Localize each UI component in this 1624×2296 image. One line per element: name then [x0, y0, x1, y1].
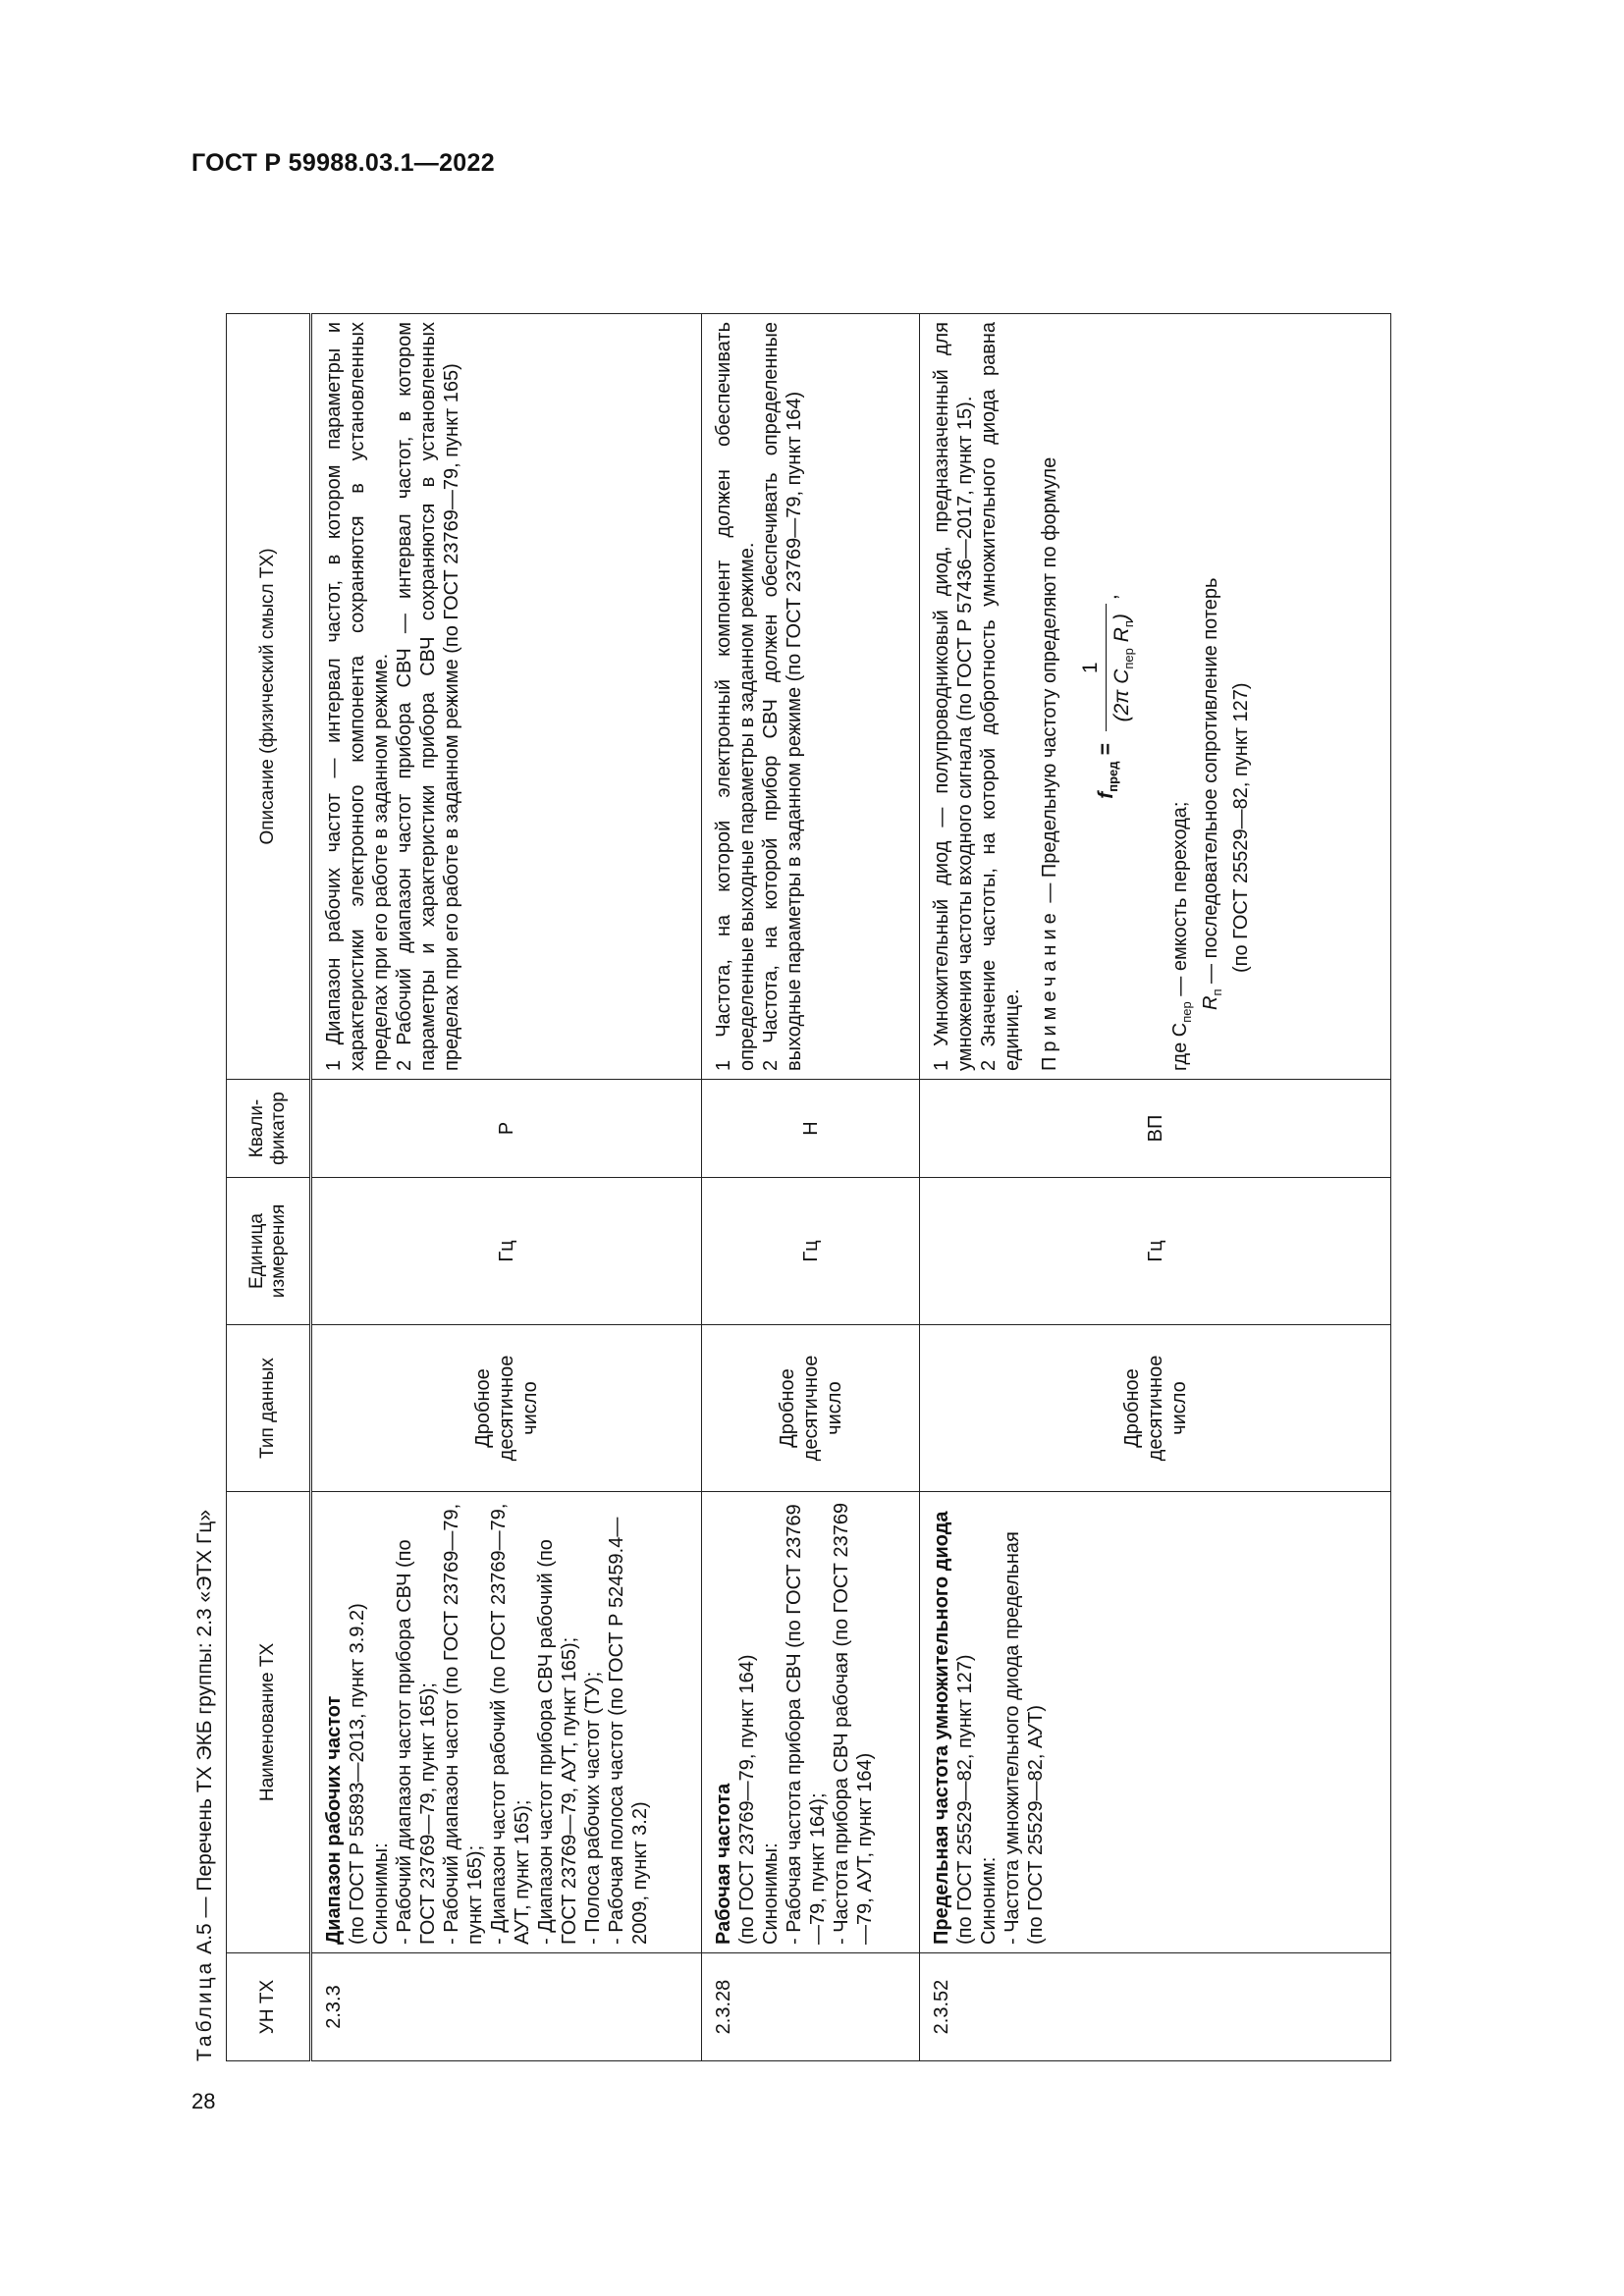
formula-lhs-sub: пред [1106, 761, 1121, 792]
cell-description [920, 314, 1391, 1080]
cell-unit: Гц [920, 1178, 1391, 1325]
cell-code: 2.3.28 [702, 1953, 920, 2061]
cell-name [311, 1492, 702, 1953]
formula-denominator [1106, 604, 1141, 731]
rotated-table-area [185, 294, 1422, 2120]
formula-numerator: 1 [1079, 662, 1102, 674]
name-title-line [930, 1500, 977, 1945]
header-code: УН ТХ [227, 1953, 311, 2061]
page-number: 28 [191, 2089, 216, 2113]
name-title: Рабочая частота [713, 1783, 734, 1945]
legend-line: (по ГОСТ 25529—82, пункт 127) [1230, 682, 1253, 973]
name-line: (по ГОСТ Р 55893—2013, пункт 3.9.2) [347, 1603, 368, 1945]
den-sub: пер [1121, 648, 1137, 669]
legend-sub: п [1210, 988, 1225, 996]
cell-description [311, 314, 702, 1080]
cell-unit: Гц [702, 1178, 920, 1325]
legend-symbol: где C [1169, 1022, 1192, 1071]
header-type: Тип данных [227, 1325, 311, 1492]
name-line: Синоним: [978, 1856, 1000, 1945]
header-name: Наименование ТХ [227, 1492, 311, 1953]
desc-line: 2 Значение частоты, на которой добротность умножительного диода равна единице. [978, 322, 1023, 1071]
legend-sub: пер [1179, 1001, 1195, 1023]
cell-type: Дробное десятичное число [702, 1325, 920, 1492]
name-line: - Рабочая полоса частот (по ГОСТ Р 52459.4—2009, пункт 3.2) [606, 1517, 651, 1945]
name-title-tail: (по ГОСТ 25529—82, пункт 127) [954, 1654, 976, 1945]
legend-symbol: R [1200, 995, 1222, 1010]
cell-name [702, 1492, 920, 1953]
formula-fraction [1079, 604, 1141, 731]
name-title: Предельная частота умножительного диода [931, 1511, 952, 1945]
legend-line [1199, 322, 1229, 1071]
table-wrapper [226, 314, 1391, 2061]
name-line: - Диапазон частот прибора СВЧ рабочий (по ГОСТ 23769—79, АУТ, пункт 165); [535, 1539, 580, 1945]
name-line: - Диапазон частот рабочий (по ГОСТ 23769—79, АУТ, пункт 165); [488, 1503, 533, 1945]
desc-line: 1 Умножительный диод — полупроводниковый диод, предназначенный для умножения частоты входного сигнала (по ГОСТ Р 57436—2017, пункт 15). [931, 322, 976, 1071]
name-line: (по ГОСТ 23769—79, пункт 164) [736, 1654, 758, 1945]
table-row [920, 314, 1391, 2061]
legend-text: — емкость перехода; [1169, 801, 1192, 1002]
name-line: Синонимы: [370, 1842, 392, 1945]
cell-qualifier: ВП [920, 1080, 1391, 1178]
name-line: - Полоса рабочих частот (ТУ); [582, 1671, 604, 1945]
name-line: - Рабочий диапазон частот прибора СВЧ (по ГОСТ 23769—79, пункт 165); [394, 1539, 439, 1945]
name-line: - Частота умножительного диода предельная (по ГОСТ 25529—82, АУТ) [1001, 1531, 1047, 1945]
cell-code: 2.3.52 [920, 1953, 1391, 2061]
caption-text: А.5 — Перечень ТХ ЭКБ группы: 2.3 «ЭТХ Гц» [193, 1509, 216, 1954]
header-description: Описание (физический смысл ТХ) [227, 314, 311, 1080]
formula-tail: , [1098, 594, 1121, 601]
desc-line: 2 Рабочий диапазон частот прибора СВЧ — интервал частот, в котором параметры и характеристики прибора СВЧ сохраняются в установленных пределах при его работе в заданном режиме (по ГОСТ 23769—79, пункт 165) [394, 322, 462, 1071]
desc-line: 2 Частота, на которой прибор СВЧ должен обеспечивать определенные выходные параметры в заданном режиме (по ГОСТ 23769—79, пункт 164) [760, 322, 805, 1071]
cell-qualifier: Н [702, 1080, 920, 1178]
document-standard-header: ГОСТ Р 59988.03.1—2022 [191, 149, 495, 177]
legend-text: — последовательное сопротивление потерь [1200, 577, 1222, 989]
legend-line [1168, 322, 1199, 1071]
table-caption [192, 1510, 218, 2061]
cell-description [702, 314, 920, 1080]
name-line: Синонимы: [760, 1842, 782, 1945]
header-unit: Единица измерения [227, 1178, 311, 1325]
table-header-row [227, 314, 311, 2061]
caption-prefix: Таблица [193, 1959, 216, 2061]
formula-lhs: $f_{пред}$ = [1095, 743, 1121, 799]
name-line: - Рабочая частота прибора СВЧ (по ГОСТ 23769—79, пункт 164); [784, 1504, 829, 1945]
den-part: R [1110, 627, 1133, 649]
parameters-table [226, 313, 1391, 2061]
name-title: Диапазон рабочих частот [323, 1695, 345, 1945]
name-line: - Рабочий диапазон частот (по ГОСТ 23769—79, пункт 165); [441, 1503, 486, 1945]
cell-name [920, 1492, 1391, 1953]
desc-line: 1 Частота, на которой электронный компонент должен обеспечивать определенные выходные параметры в заданном режиме. [713, 322, 758, 1071]
formula [1079, 322, 1141, 1071]
note-label: Примечание [1039, 908, 1060, 1071]
cell-type: Дробное десятичное число [920, 1325, 1391, 1492]
den-part: ) [1110, 614, 1133, 621]
note-text: — Предельную частоту определяют по формуле [1039, 456, 1060, 909]
cell-type: Дробное десятичное число [311, 1325, 702, 1492]
note [1038, 322, 1061, 1071]
cell-qualifier: Р [311, 1080, 702, 1178]
desc-line: 1 Диапазон рабочих частот — интервал частот, в котором параметры и характеристики электронного компонента сохраняются в установленных пределах при его работе в заданном режиме. [323, 322, 392, 1071]
table-row [311, 314, 702, 2061]
formula-lhs-symbol: f [1095, 791, 1117, 799]
table-row [702, 314, 920, 2061]
name-line: - Частота прибора СВЧ рабочая (по ГОСТ 23769—79, АУТ, пункт 164) [831, 1502, 876, 1945]
cell-unit: Гц [311, 1178, 702, 1325]
den-sub: п [1121, 620, 1137, 628]
formula-legend [1168, 322, 1253, 1071]
cell-code: 2.3.3 [311, 1953, 702, 2061]
den-part: (2π C [1110, 668, 1133, 722]
header-qualifier: Квали-фикатор [227, 1080, 311, 1178]
